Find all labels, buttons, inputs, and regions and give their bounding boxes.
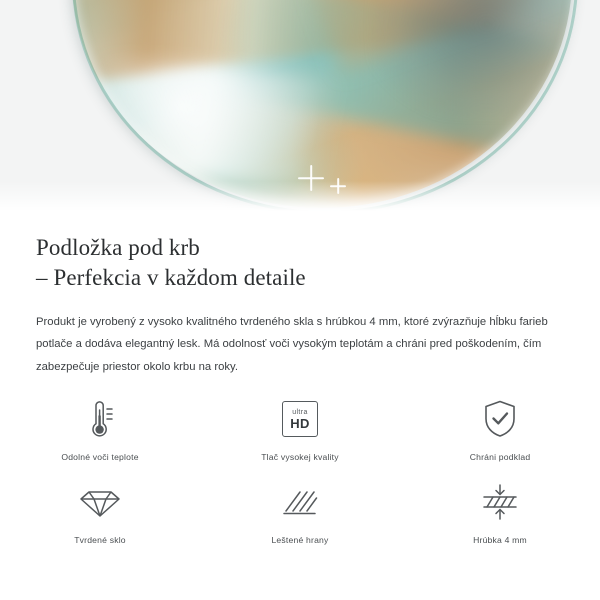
feature-label: Tvrdené sklo: [74, 535, 126, 545]
feature-label: Tlač vysokej kvality: [261, 452, 339, 462]
ultra-hd-badge-main: HD: [290, 415, 310, 431]
description-paragraph: Produkt je vyrobený z vysoko kvalitného tvrdeného skla s hrúbkou 4 mm, ktoré zvýrazňuje hĺbku farieb potlače a dodáva elegantný lesk. Má odolnosť voči vysokým teplotám a chráni pred poškodením, čím zabezpečuje priestor okolo krbu na roky.: [36, 315, 548, 373]
ultra-hd-icon: [282, 395, 318, 443]
thickness-arrows-icon: [477, 478, 523, 526]
feature-label: Leštené hrany: [271, 535, 329, 545]
feature-item-polished-edges: [200, 478, 400, 545]
hero-bottom-fade: [0, 181, 600, 215]
feature-item-thickness: [400, 478, 600, 545]
thermometer-icon: [79, 395, 121, 443]
polished-edges-icon: [278, 478, 322, 526]
hero-image: [0, 0, 600, 215]
feature-label: Chráni podklad: [469, 452, 531, 462]
feature-item-print-quality: [200, 395, 400, 462]
diamond-icon: [78, 478, 122, 526]
page-title: [36, 233, 556, 293]
text-content: [0, 215, 600, 379]
feature-item-protection: [400, 395, 600, 462]
feature-item-temperature: [0, 395, 200, 462]
ultra-hd-badge-top: ultra: [292, 408, 308, 416]
headline-line-2: – Perfekcia v každom detaile: [36, 264, 306, 290]
headline-line-1: Podložka pod krb: [36, 235, 200, 260]
feature-label: Hrúbka 4 mm: [473, 535, 527, 545]
feature-label: Odolné voči teplote: [61, 452, 139, 462]
marble-shadow-patch: [372, 0, 572, 116]
shield-check-icon: [480, 395, 520, 443]
feature-item-tempered-glass: [0, 478, 200, 545]
feature-grid: [0, 395, 600, 545]
